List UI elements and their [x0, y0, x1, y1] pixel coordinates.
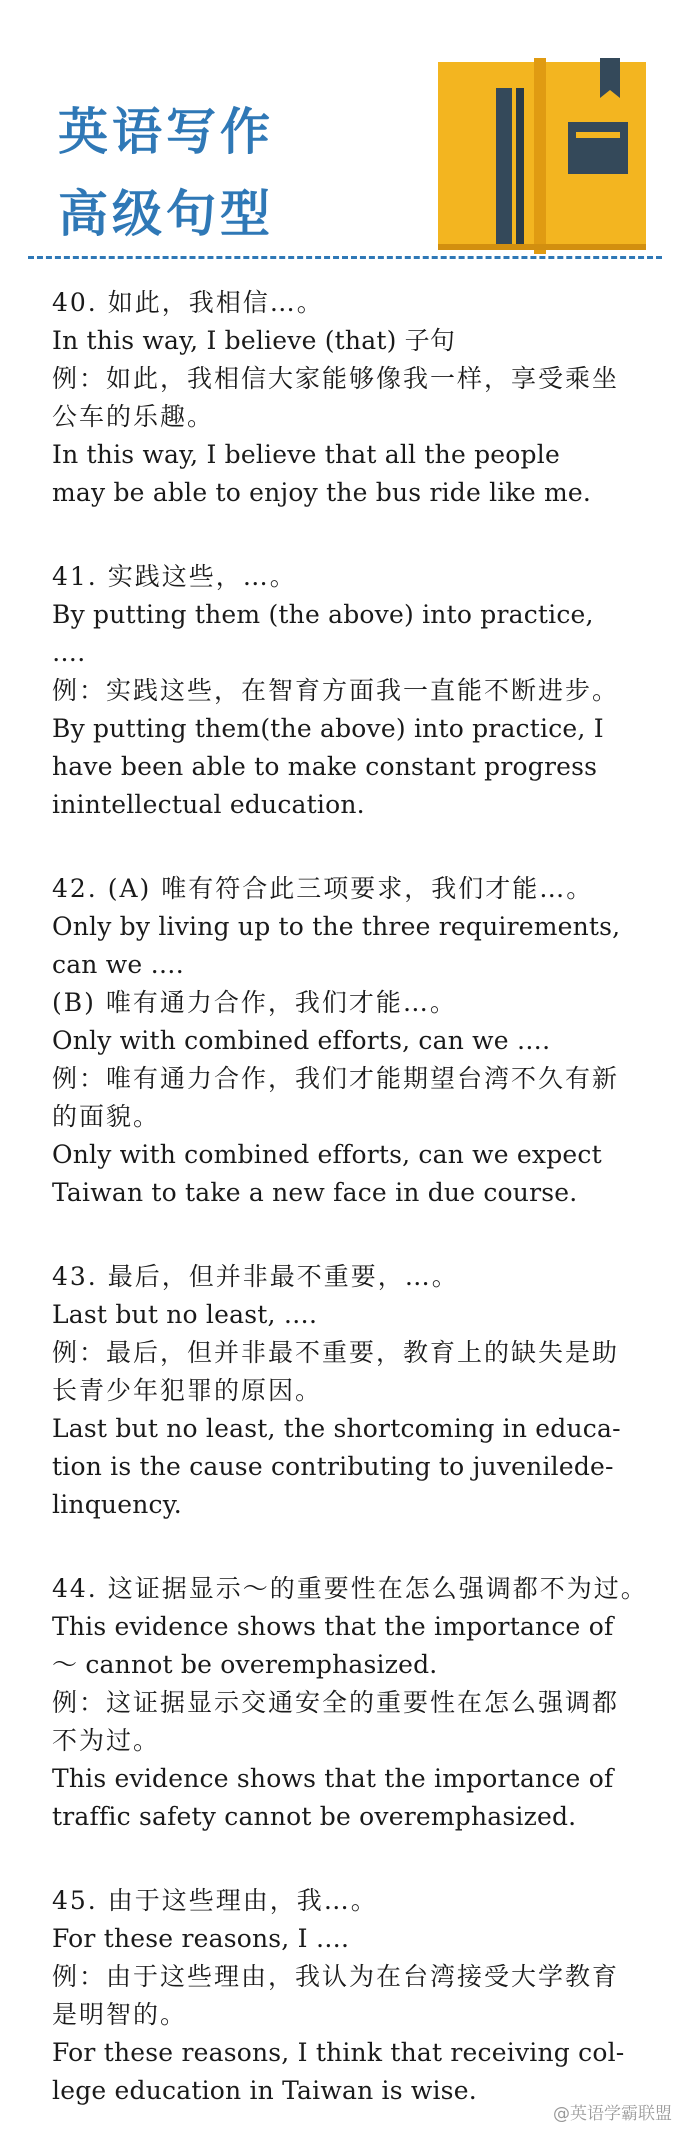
english-text-line: traffic safety cannot be overemphasized. [52, 1802, 577, 1831]
sentence-pattern-section [52, 1882, 652, 2110]
english-text-line: ～ cannot be overemphasized. [52, 1650, 438, 1679]
chinese-text-line: (B) 唯有通力合作，我们才能…。 [52, 988, 457, 1017]
english-text-line: By putting them(the above) into practice, I [52, 714, 604, 743]
chinese-text-line: 例：由于这些理由，我认为在台湾接受大学教育 [52, 1962, 620, 1991]
english-text-line: For these reasons, I think that receiving col- [52, 2038, 625, 2067]
english-text-line: By putting them (the above) into practice, [52, 600, 594, 629]
sentence-pattern-section [52, 558, 652, 824]
sentence-pattern-section [52, 870, 652, 1212]
english-text-line: Taiwan to take a new face in due course. [52, 1178, 578, 1207]
chinese-text-line: 43. 最后，但并非最不重要，…。 [52, 1262, 459, 1291]
english-text-line: Only with combined efforts, can we expect [52, 1140, 602, 1169]
chinese-text-line: 长青少年犯罪的原因。 [52, 1376, 323, 1405]
chinese-text-line: 是明智的。 [52, 2000, 188, 2029]
english-text-line: Last but no least, the shortcoming in educa- [52, 1414, 621, 1443]
english-text-line: Only with combined efforts, can we …. [52, 1026, 551, 1055]
english-text-line: lege education in Taiwan is wise. [52, 2076, 477, 2105]
english-text-line: may be able to enjoy the bus ride like me. [52, 478, 592, 507]
english-text-line: linquency. [52, 1490, 182, 1519]
sentence-pattern-section [52, 284, 652, 512]
header-divider [28, 256, 662, 259]
english-text-line: tion is the cause contributing to juvenilede- [52, 1452, 614, 1481]
chinese-text-line: 的面貌。 [52, 1102, 161, 1131]
chinese-text-line: 45. 由于这些理由，我…。 [52, 1886, 378, 1915]
sentence-pattern-section [52, 1570, 652, 1836]
chinese-text-line: 例：如此，我相信大家能够像我一样，享受乘坐 [52, 364, 620, 393]
chinese-text-line: 44. 这证据显示～的重要性在怎么强调都不为过。 [52, 1574, 648, 1603]
english-text-line: This evidence shows that the importance of [52, 1764, 614, 1793]
english-text-line: can we …. [52, 950, 184, 979]
chinese-text-line: 41. 实践这些，…。 [52, 562, 297, 591]
chinese-text-line: 例：这证据显示交通安全的重要性在怎么强调都 [52, 1688, 620, 1717]
english-text-line: …. [52, 638, 86, 667]
chinese-text-line: 例：最后，但并非最不重要，教育上的缺失是助 [52, 1338, 620, 1367]
english-text-line: inintellectual education. [52, 790, 365, 819]
english-text-line: have been able to make constant progress [52, 752, 598, 781]
chinese-text-line: 40. 如此，我相信…。 [52, 288, 324, 317]
page-title-line-2: 高级句型 [58, 185, 274, 243]
sentence-pattern-list [52, 284, 652, 2156]
chinese-text-line: 公车的乐趣。 [52, 402, 215, 431]
english-text-line: Last but no least, …. [52, 1300, 318, 1329]
header [0, 0, 690, 258]
chinese-text-line: 42. (A) 唯有符合此三项要求，我们才能…。 [52, 874, 594, 903]
chinese-text-line: 不为过。 [52, 1726, 161, 1755]
page-title-line-1: 英语写作 [58, 103, 274, 161]
chinese-text-line: 例：实践这些，在智育方面我一直能不断进步。 [52, 676, 620, 705]
watermark: @英语学霸联盟 [553, 2104, 672, 2124]
english-text-line: This evidence shows that the importance of [52, 1612, 614, 1641]
english-text-line: In this way, I believe (that) 子句 [52, 326, 456, 355]
chinese-text-line: 例：唯有通力合作，我们才能期望台湾不久有新 [52, 1064, 620, 1093]
sentence-pattern-section [52, 1258, 652, 1524]
english-text-line: In this way, I believe that all the people [52, 440, 560, 469]
book-icon [436, 58, 650, 254]
english-text-line: For these reasons, I …. [52, 1924, 350, 1953]
english-text-line: Only by living up to the three requirements, [52, 912, 621, 941]
